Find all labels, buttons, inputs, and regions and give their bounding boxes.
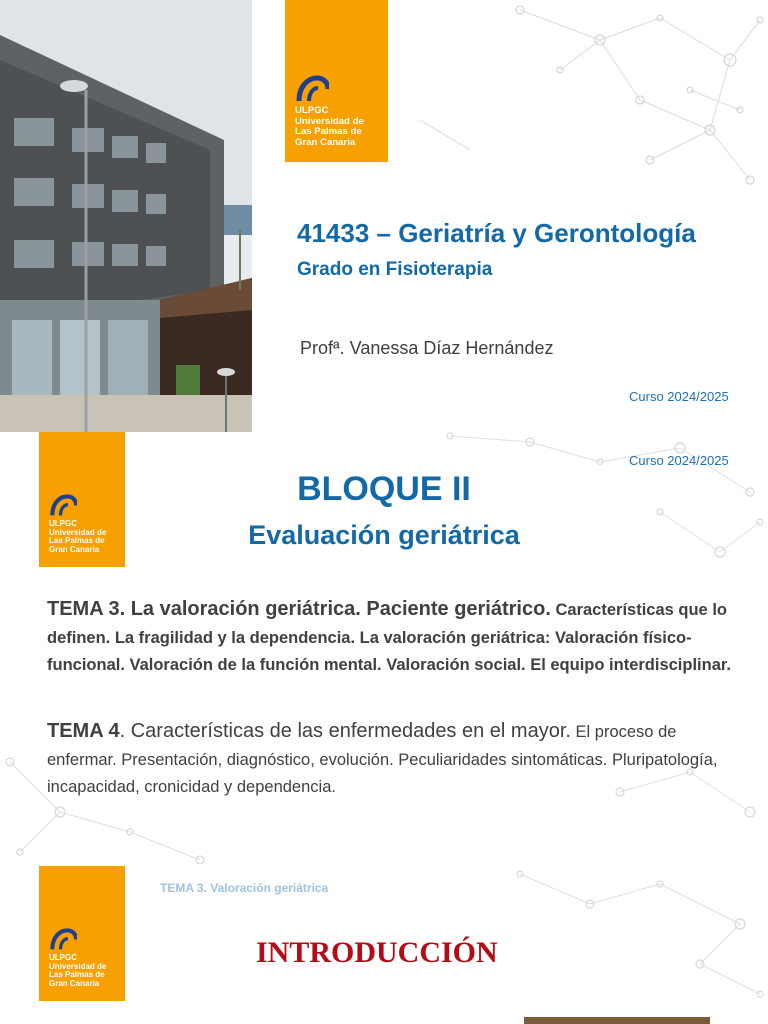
ulpgc-logo	[285, 0, 388, 162]
university-building-photo	[0, 0, 252, 432]
title-slide	[0, 0, 768, 432]
block-subtitle: Evaluación geriátrica	[248, 520, 520, 550]
tema-4-description	[47, 718, 747, 802]
partial-photo	[524, 1017, 710, 1024]
logo-abbrev: ULPGC	[49, 952, 77, 962]
professor-name: Profª. Vanessa Díaz Hernández	[300, 338, 554, 358]
course-title: 41433 – Geriatría y Gerontología	[297, 218, 696, 248]
block-overview-slide	[0, 432, 768, 864]
slide-header: TEMA 3. Valoración geriátrica	[160, 881, 329, 895]
logo-line-3: Gran Canaria	[49, 979, 100, 989]
tema-4-lead: . Características de las enfermedades en el mayor.	[119, 720, 571, 742]
tema-3-body: Características que lo definen. La fragilidad y la dependencia. La valoración geriátrica: Valoración físico-funcional. Valoración de la función mental. Valoración social. El equipo interdisciplinar.	[47, 601, 731, 674]
academic-year: Curso 2024/2025	[629, 453, 729, 468]
logo-line-1: Universidad de	[49, 961, 107, 971]
introduction-heading: INTRODUCCIÓN	[256, 936, 498, 969]
logo-line-1: Universidad de	[295, 115, 364, 127]
degree-title: Grado en Fisioterapia	[297, 259, 493, 280]
introduction-slide	[0, 864, 768, 1024]
ulpgc-emblem-icon	[49, 928, 77, 951]
logo-line-2: Las Palmas de	[49, 970, 105, 980]
logo-abbrev: ULPGC	[49, 518, 77, 528]
block-title: BLOQUE II	[297, 470, 471, 508]
logo-abbrev: ULPGC	[295, 105, 329, 117]
academic-year: Curso 2024/2025	[629, 389, 729, 404]
ulpgc-logo	[39, 866, 125, 1001]
logo-line-3: Gran Canaria	[295, 136, 356, 148]
logo-line-2: Las Palmas de	[295, 126, 362, 138]
ulpgc-emblem-icon	[295, 75, 329, 103]
tema-3-lead: TEMA 3. La valoración geriátrica. Paciente geriátrico.	[47, 598, 551, 620]
logo-line-3: Gran Canaria	[49, 545, 100, 555]
logo-line-2: Las Palmas de	[49, 536, 105, 546]
logo-line-1: Universidad de	[49, 527, 107, 537]
tema-4-body: El proceso de enfermar. Presentación, diagnóstico, evolución. Peculiaridades sintomáticas. Pluripatología, incapacidad, cronicidad y dependencia.	[47, 723, 718, 796]
tema-3-description	[47, 596, 747, 680]
tema-4-label: TEMA 4	[47, 720, 120, 742]
